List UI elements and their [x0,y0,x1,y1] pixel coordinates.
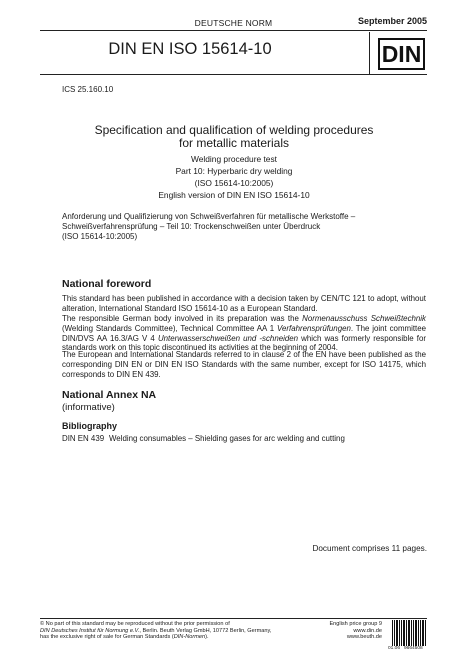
svg-text:DIN: DIN [382,42,421,66]
german-title-line-1: Anforderung und Qualifizierung von Schweißverfahren für metallische Werkstoffe – [62,212,356,221]
header-separator [369,32,370,74]
bibliography-text: Welding consumables – Shielding gases for arc welding and cutting [109,434,345,443]
price-group: English price group 9 [329,621,382,627]
din-logo-icon [382,42,421,66]
german-title [62,212,422,242]
barcode-number: 01.06 9664508 [388,646,423,651]
copyright-notice: © No part of this standard may be reproduced without the prior permission of DIN Deutsches Institut für Normung e.V., Berlin. Beuth Verlag GmbH, 10772 Berlin, Germany, has the exclusive right of sale for German Standards (DIN-Normen). [40,621,272,641]
doc-number: DIN EN ISO 15614-10 [108,40,272,58]
norm-label: DEUTSCHE NORM [194,18,273,28]
din-website-link[interactable]: www.din.de [353,627,382,634]
title-line-2: for metallic materials [178,136,290,150]
price-and-links [308,621,382,641]
national-foreword-heading: National foreword [62,278,152,290]
bibliography-code: DIN EN 439 [62,434,105,443]
bibliography-heading: Bibliography [62,421,118,431]
german-title-line-2: Schweißverfahrensprüfung – Teil 10: Trockenschweißen unter Überdruck [62,222,321,231]
ics-code: ICS 25.160.10 [62,85,114,94]
annex-heading: National Annex NA [62,389,157,401]
document-title [62,124,406,150]
barcode-icon [392,620,427,646]
publication-date: September 2005 [357,16,427,26]
subtitle-1: Welding procedure test [191,154,277,164]
din-logo [378,38,425,70]
title-line-1: Specification and qualification of welding procedures [94,123,374,137]
header-top-rule [40,30,427,31]
foreword-paragraph-1: This standard has been published in accordance with a decision taken by CEN/TC 121 to adopt, without alteration, International Standard ISO 15614-10 as a European Standard. [62,294,426,313]
foreword-paragraph-2: The responsible German body involved in its preparation was the Normenausschuss Schweißtechnik (Welding Standards Committee), Technical Committee AA 1 Verfahrensprüfungen. The joint committee DIN/DVS AA 16.3/AG V 4 Unterwasserschweißen und -schneiden which was formerly responsible for standards work on this topic discontinued its activities at the beginning of 2004. [62,314,427,353]
page-count: Document comprises 11 pages. [312,544,427,553]
subtitle-3: (ISO 15614-10:2005) [194,178,274,188]
annex-subheading: (informative) [62,402,115,413]
foreword-paragraph-3: The European and International Standards referred to in clause 2 of the EN have been published as the corresponding DIN EN or DIN EN ISO Standards with the same number, except for ISO 14175, which corresponds to DIN EN 439. [62,350,426,379]
subtitle-2: Part 10: Hyperbaric dry welding [175,166,293,176]
footer-rule [40,618,427,619]
beuth-website-link[interactable]: www.beuth.de [346,634,382,641]
subtitle-4: English version of DIN EN ISO 15614-10 [158,190,310,200]
german-title-line-3: (ISO 15614-10:2005) [62,232,138,241]
bibliography-entry [62,434,345,443]
